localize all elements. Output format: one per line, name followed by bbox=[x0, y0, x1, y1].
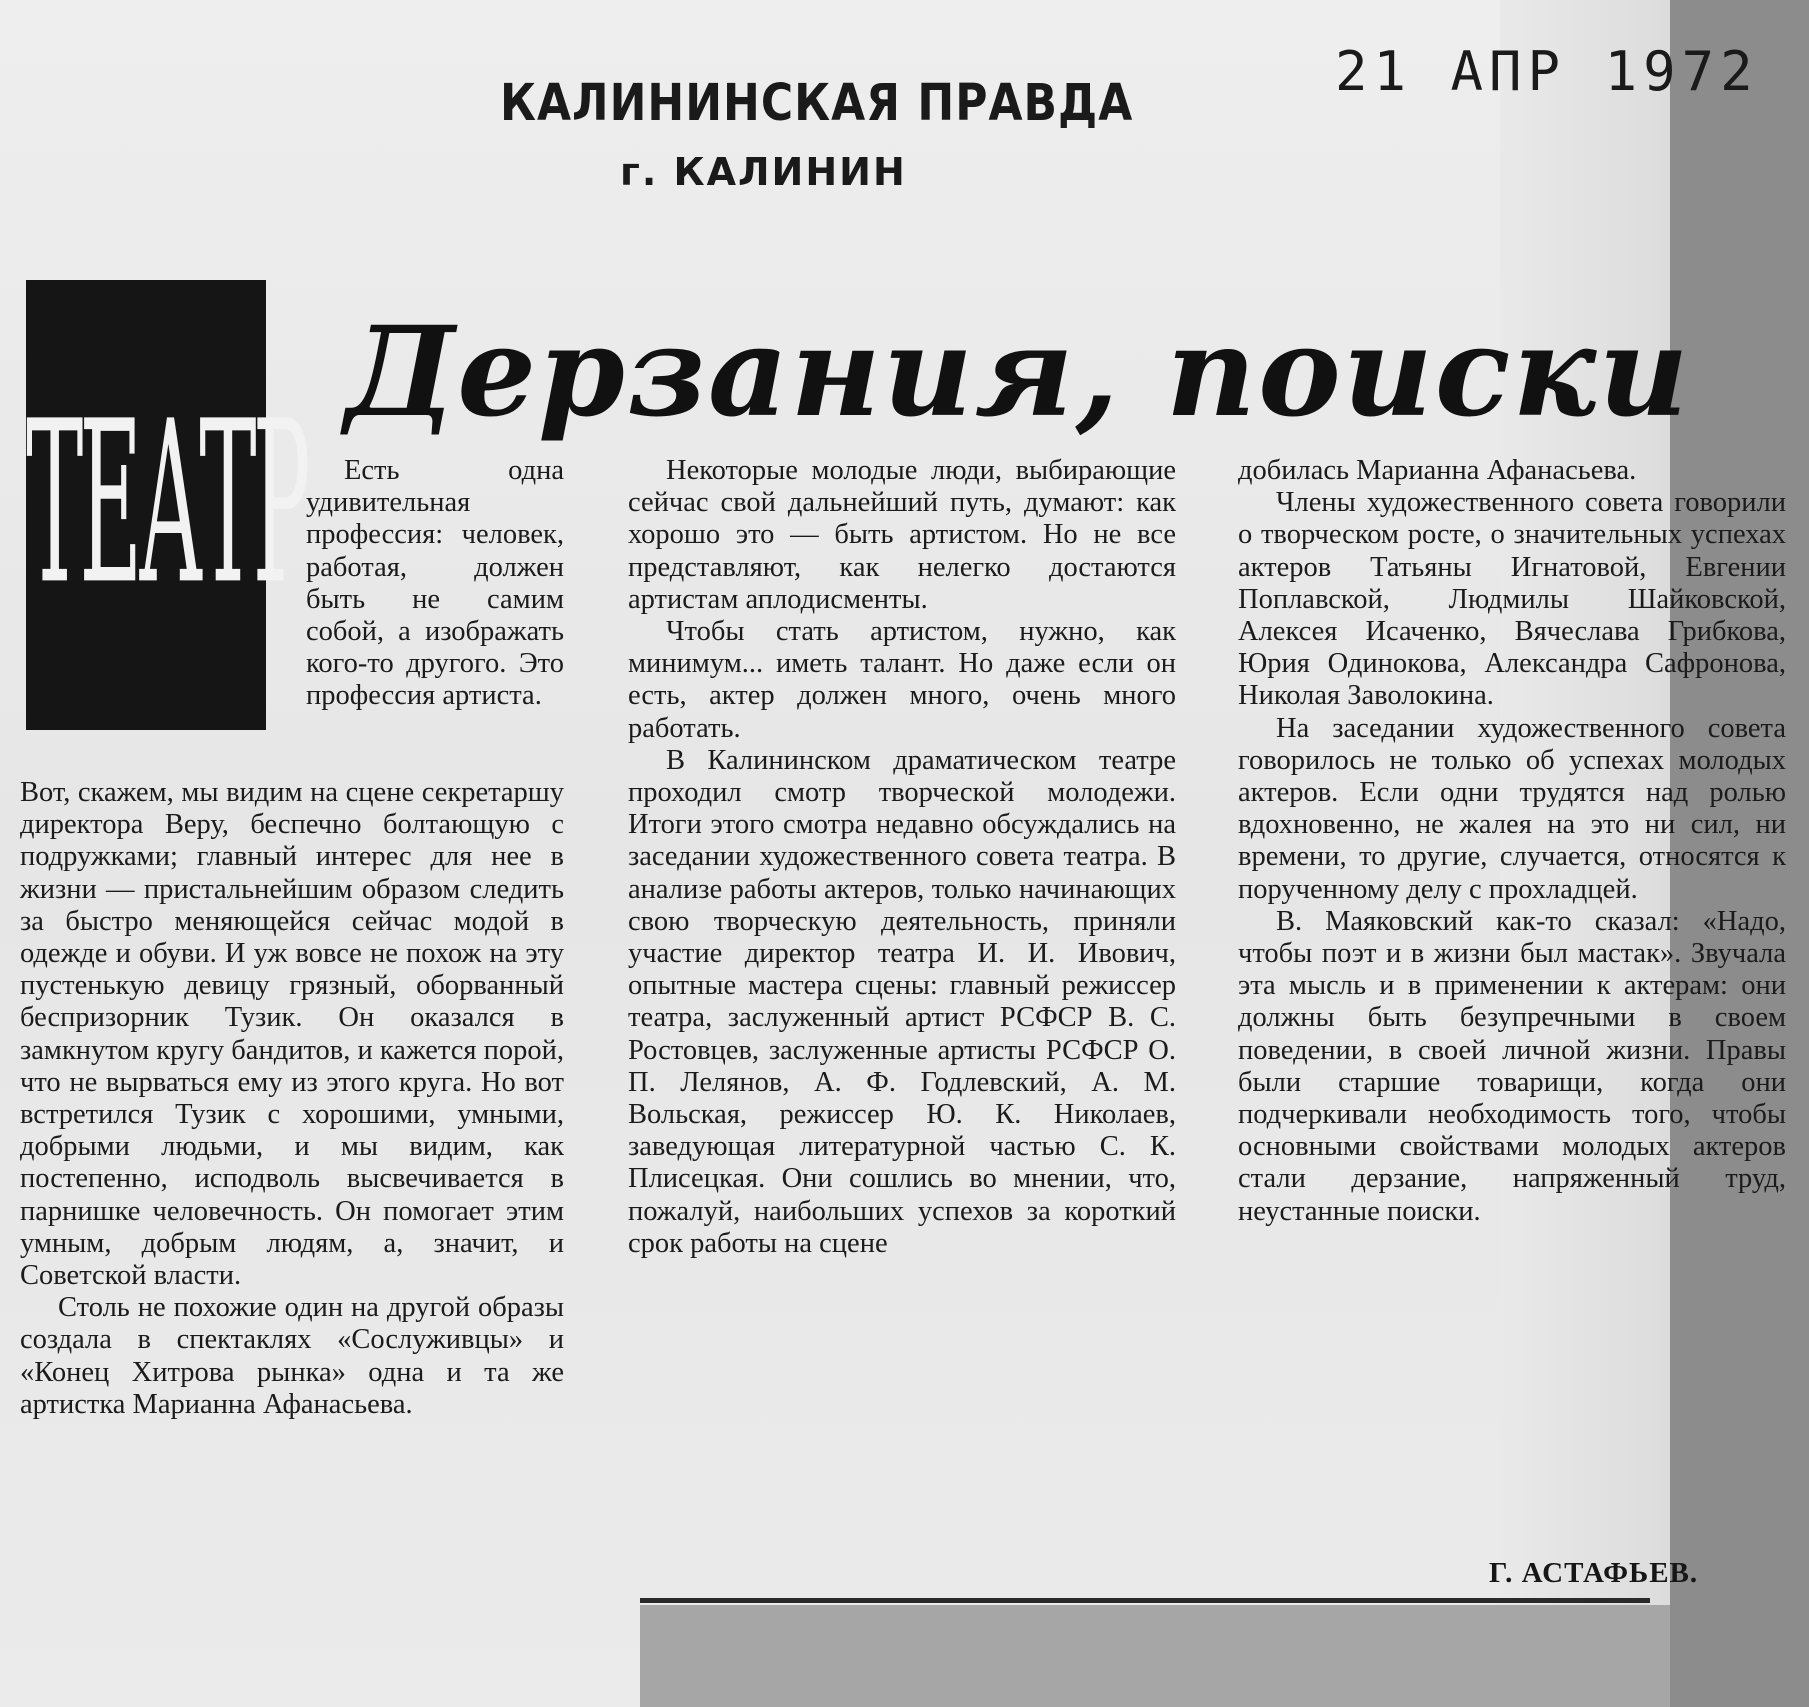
city-stamp: г. КАЛИНИН bbox=[620, 150, 907, 194]
paragraph: Члены художественного совета говорили о творческом росте, о значительных успехах актеров Татьяны Игнатовой, Евгении Поплавской, Людмилы Шайковской, Алексея Исаченко, Вячеслава Грибкова, Юрия Одинокова, Александра Сафронова, Николая Заволокина. bbox=[1238, 487, 1786, 712]
column-rule bbox=[640, 1598, 1650, 1603]
article-headline: Дерзания, поиски bbox=[345, 300, 1691, 445]
author-signature: Г. АСТАФЬЕВ. bbox=[1489, 1557, 1699, 1589]
article-column-2 bbox=[628, 455, 1176, 1260]
clipping-bottom-edge bbox=[640, 1605, 1670, 1707]
newspaper-stamp: КАЛИНИНСКАЯ ПРАВДА bbox=[500, 74, 1134, 133]
article-column-3 bbox=[1238, 455, 1786, 1228]
paragraph: Вот, скажем, мы видим на сцене секретаршу директора Веру, беспечно болтающую с подружками; главный интерес для нее в жизни — пристальнейшим образом следить за быстро меняющейся сейчас модой в одежде и обуви. И уж вовсе не похож на эту пустенькую девицу грязный, оборванный беспризорник Тузик. Он оказался в замкнутом кругу бандитов, и кажется порой, что не вырваться ему из этого круга. Но вот встретился Тузик с хорошими, умными, добрыми людьми, и мы видим, как постепенно, исподволь высвечивается в парнишке человечность. Он помогает этим умным, добрым людям, а, значит, и Советской власти. bbox=[20, 777, 564, 1292]
paragraph: В. Маяковский как-то сказал: «Надо, чтобы поэт и в жизни был мастак». Звучала эта мысль и в применении к актерам: они должны быть безупречными в своем поведении, в своей личной жизни. Правы были старшие товарищи, когда они подчеркивали необходимость того, чтобы основными свойствами молодых актеров стали дерзание, напряженный труд, неустанные поиски. bbox=[1238, 905, 1786, 1227]
paragraph: Некоторые молодые люди, выбирающие сейчас свой дальнейший путь, думают: как хорошо это — быть артистом. Но не все представляют, как нелегко достаются артистам аплодисменты. bbox=[628, 455, 1176, 615]
paragraph: Чтобы стать артистом, нужно, как минимум... иметь талант. Но даже если он есть, актер должен много, очень много работать. bbox=[628, 616, 1176, 744]
paragraph: На заседании художественного совета говорилось не только об успехах молодых актеров. Если одни трудятся над ролью вдохновенно, не жалея на это ни сил, ни времени, то другие, случается, относятся к порученному делу с прохладцей. bbox=[1238, 712, 1786, 905]
theatre-rubric-logo bbox=[26, 280, 307, 730]
paragraph: В Калининском драматическом театре проходил смотр творческой молодежи. Итоги этого смотра недавно обсуждались на заседании художественного совета театра. В анализе работы актеров, только начинающих свою творческую деятельность, приняли участие директор театра И. И. Ивович, опытные мастера сцены: главный режиссер театра, заслуженный артист РСФСР В. С. Ростовцев, заслуженные артисты РСФСР О. П. Лелянов, А. Ф. Годлевский, А. М. Вольская, режиссер Ю. К. Николаев, заведующая литературной частью С. К. Плисецкая. Они сошлись во мнении, что, пожалуй, наибольших успехов за короткий срок работы на сцене bbox=[628, 744, 1176, 1259]
article-column-1 bbox=[20, 777, 564, 1421]
paragraph: добилась Марианна Афанасьева. bbox=[1238, 455, 1637, 486]
rubric-label: ТЕАТР bbox=[26, 374, 307, 635]
paragraph: Есть одна удивительная профессия: человек, работая, должен быть не самим собой, а изображать кого-то другого. Это профессия артиста. bbox=[306, 455, 564, 712]
date-stamp: 21 АПР 1972 bbox=[1335, 40, 1759, 103]
article-column-1-intro bbox=[306, 455, 564, 713]
paragraph: Столь не похожие один на другой образы создала в спектаклях «Сослуживцы» и «Конец Хитрова рынка» одна и та же артистка Марианна Афанасьева. bbox=[20, 1292, 564, 1420]
